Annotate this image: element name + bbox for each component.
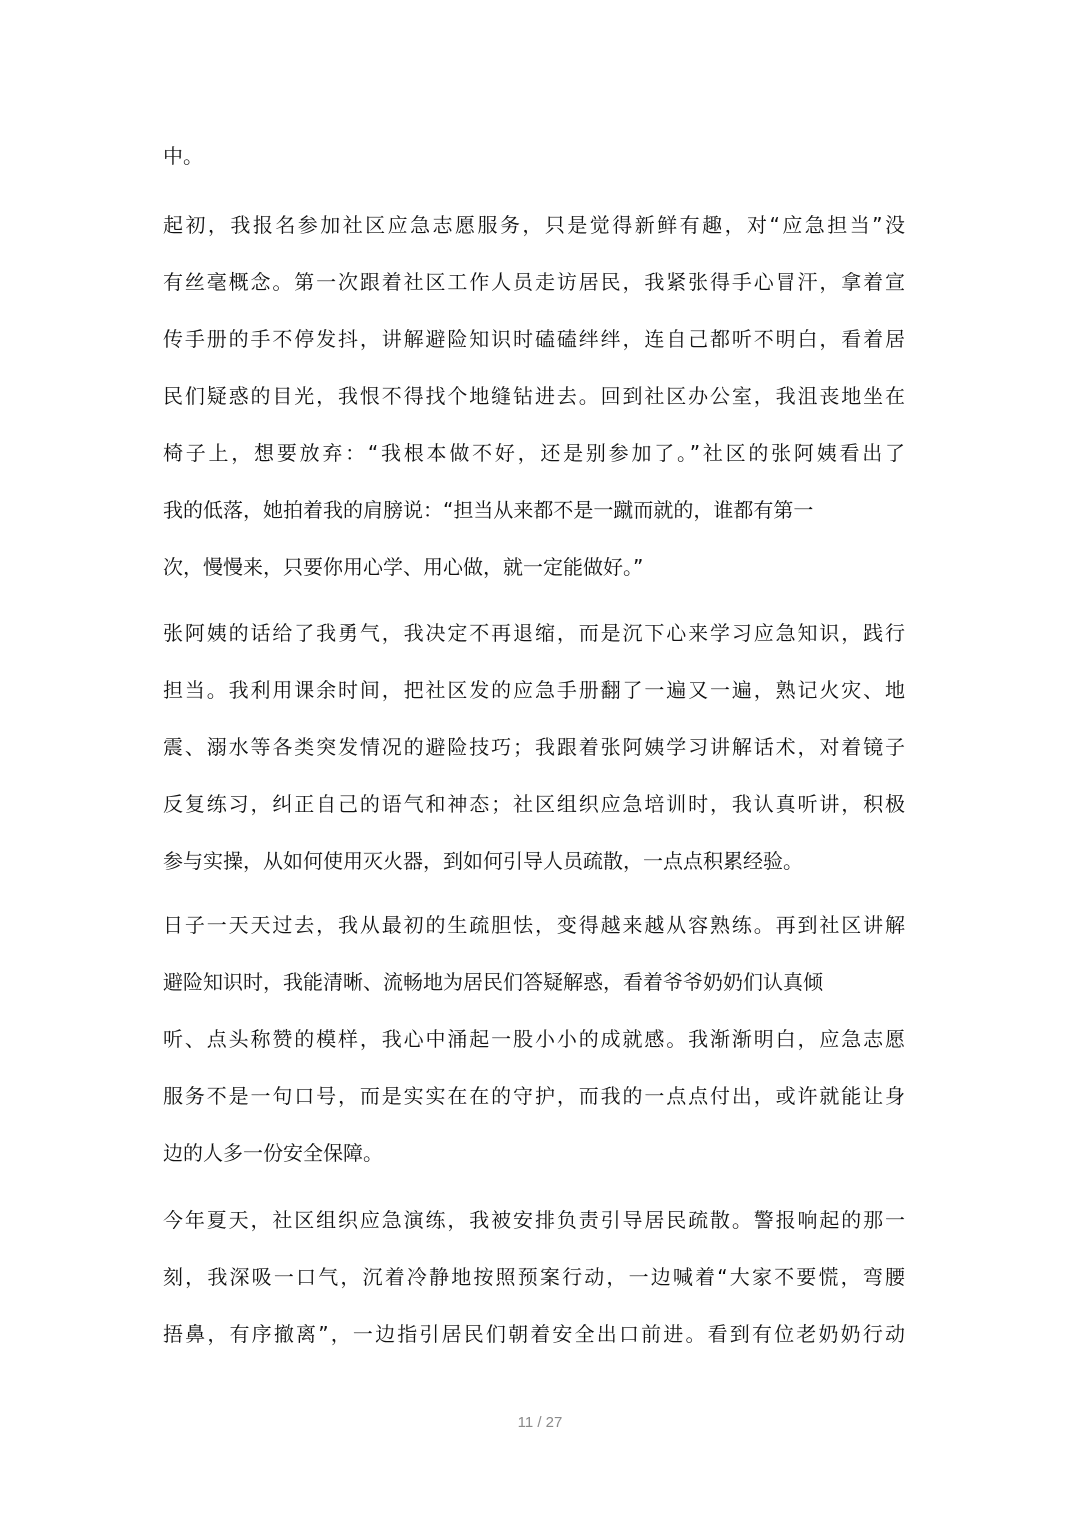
text-line: 起初，我报名参加社区应急志愿服务，只是觉得新鲜有趣，对“应急担当”没: [163, 213, 905, 237]
text-line: 民们疑惑的目光，我恨不得找个地缝钻进去。回到社区办公室，我沮丧地坐在: [163, 384, 905, 408]
text-line: 参与实操，从如何使用灭火器，到如何引导人员疏散，一点点积累经验。: [163, 849, 803, 873]
text-line: 捂鼻，有序撤离”，一边指引居民们朝着安全出口前进。看到有位老奶奶行动: [163, 1322, 905, 1346]
text-line: 传手册的手不停发抖，讲解避险知识时磕磕绊绊，连自己都听不明白，看着居: [163, 327, 905, 351]
text-line: 边的人多一份安全保障。: [163, 1141, 383, 1165]
text-line: 我的低落，她拍着我的肩膀说：“担当从来都不是一蹴而就的，谁都有第一: [163, 498, 814, 522]
text-line: 中。: [163, 144, 203, 168]
text-line: 刻，我深吸一口气，沉着冷静地按照预案行动，一边喊着“大家不要慌，弯腰: [163, 1265, 905, 1289]
text-line: 椅子上，想要放弃：“我根本做不好，还是别参加了。”社区的张阿姨看出了: [163, 441, 905, 465]
text-line: 反复练习，纠正自己的语气和神态；社区组织应急培训时，我认真听讲，积极: [163, 792, 905, 816]
text-line: 避险知识时，我能清晰、流畅地为居民们答疑解惑，看着爷爷奶奶们认真倾: [163, 970, 823, 994]
text-line: 听、点头称赞的模样，我心中涌起一股小小的成就感。我渐渐明白，应急志愿: [163, 1027, 905, 1051]
text-line: 震、溺水等各类突发情况的避险技巧；我跟着张阿姨学习讲解话术，对着镜子: [163, 735, 905, 759]
text-line: 日子一天天过去，我从最初的生疏胆怯，变得越来越从容熟练。再到社区讲解: [163, 913, 905, 937]
text-line: 担当。我利用课余时间，把社区发的应急手册翻了一遍又一遍，熟记火灾、地: [163, 678, 905, 702]
text-line: 今年夏天，社区组织应急演练，我被安排负责引导居民疏散。警报响起的那一: [163, 1208, 905, 1232]
page-number: 11 / 27: [517, 1414, 563, 1431]
text-line: 有丝毫概念。第一次跟着社区工作人员走访居民，我紧张得手心冒汗，拿着宣: [163, 270, 905, 294]
text-line: 次，慢慢来，只要你用心学、用心做，就一定能做好。”: [163, 555, 644, 579]
text-line: 服务不是一句口号，而是实实在在的守护，而我的一点点付出，或许就能让身: [163, 1084, 905, 1108]
text-line: 张阿姨的话给了我勇气，我决定不再退缩，而是沉下心来学习应急知识，践行: [163, 621, 905, 645]
